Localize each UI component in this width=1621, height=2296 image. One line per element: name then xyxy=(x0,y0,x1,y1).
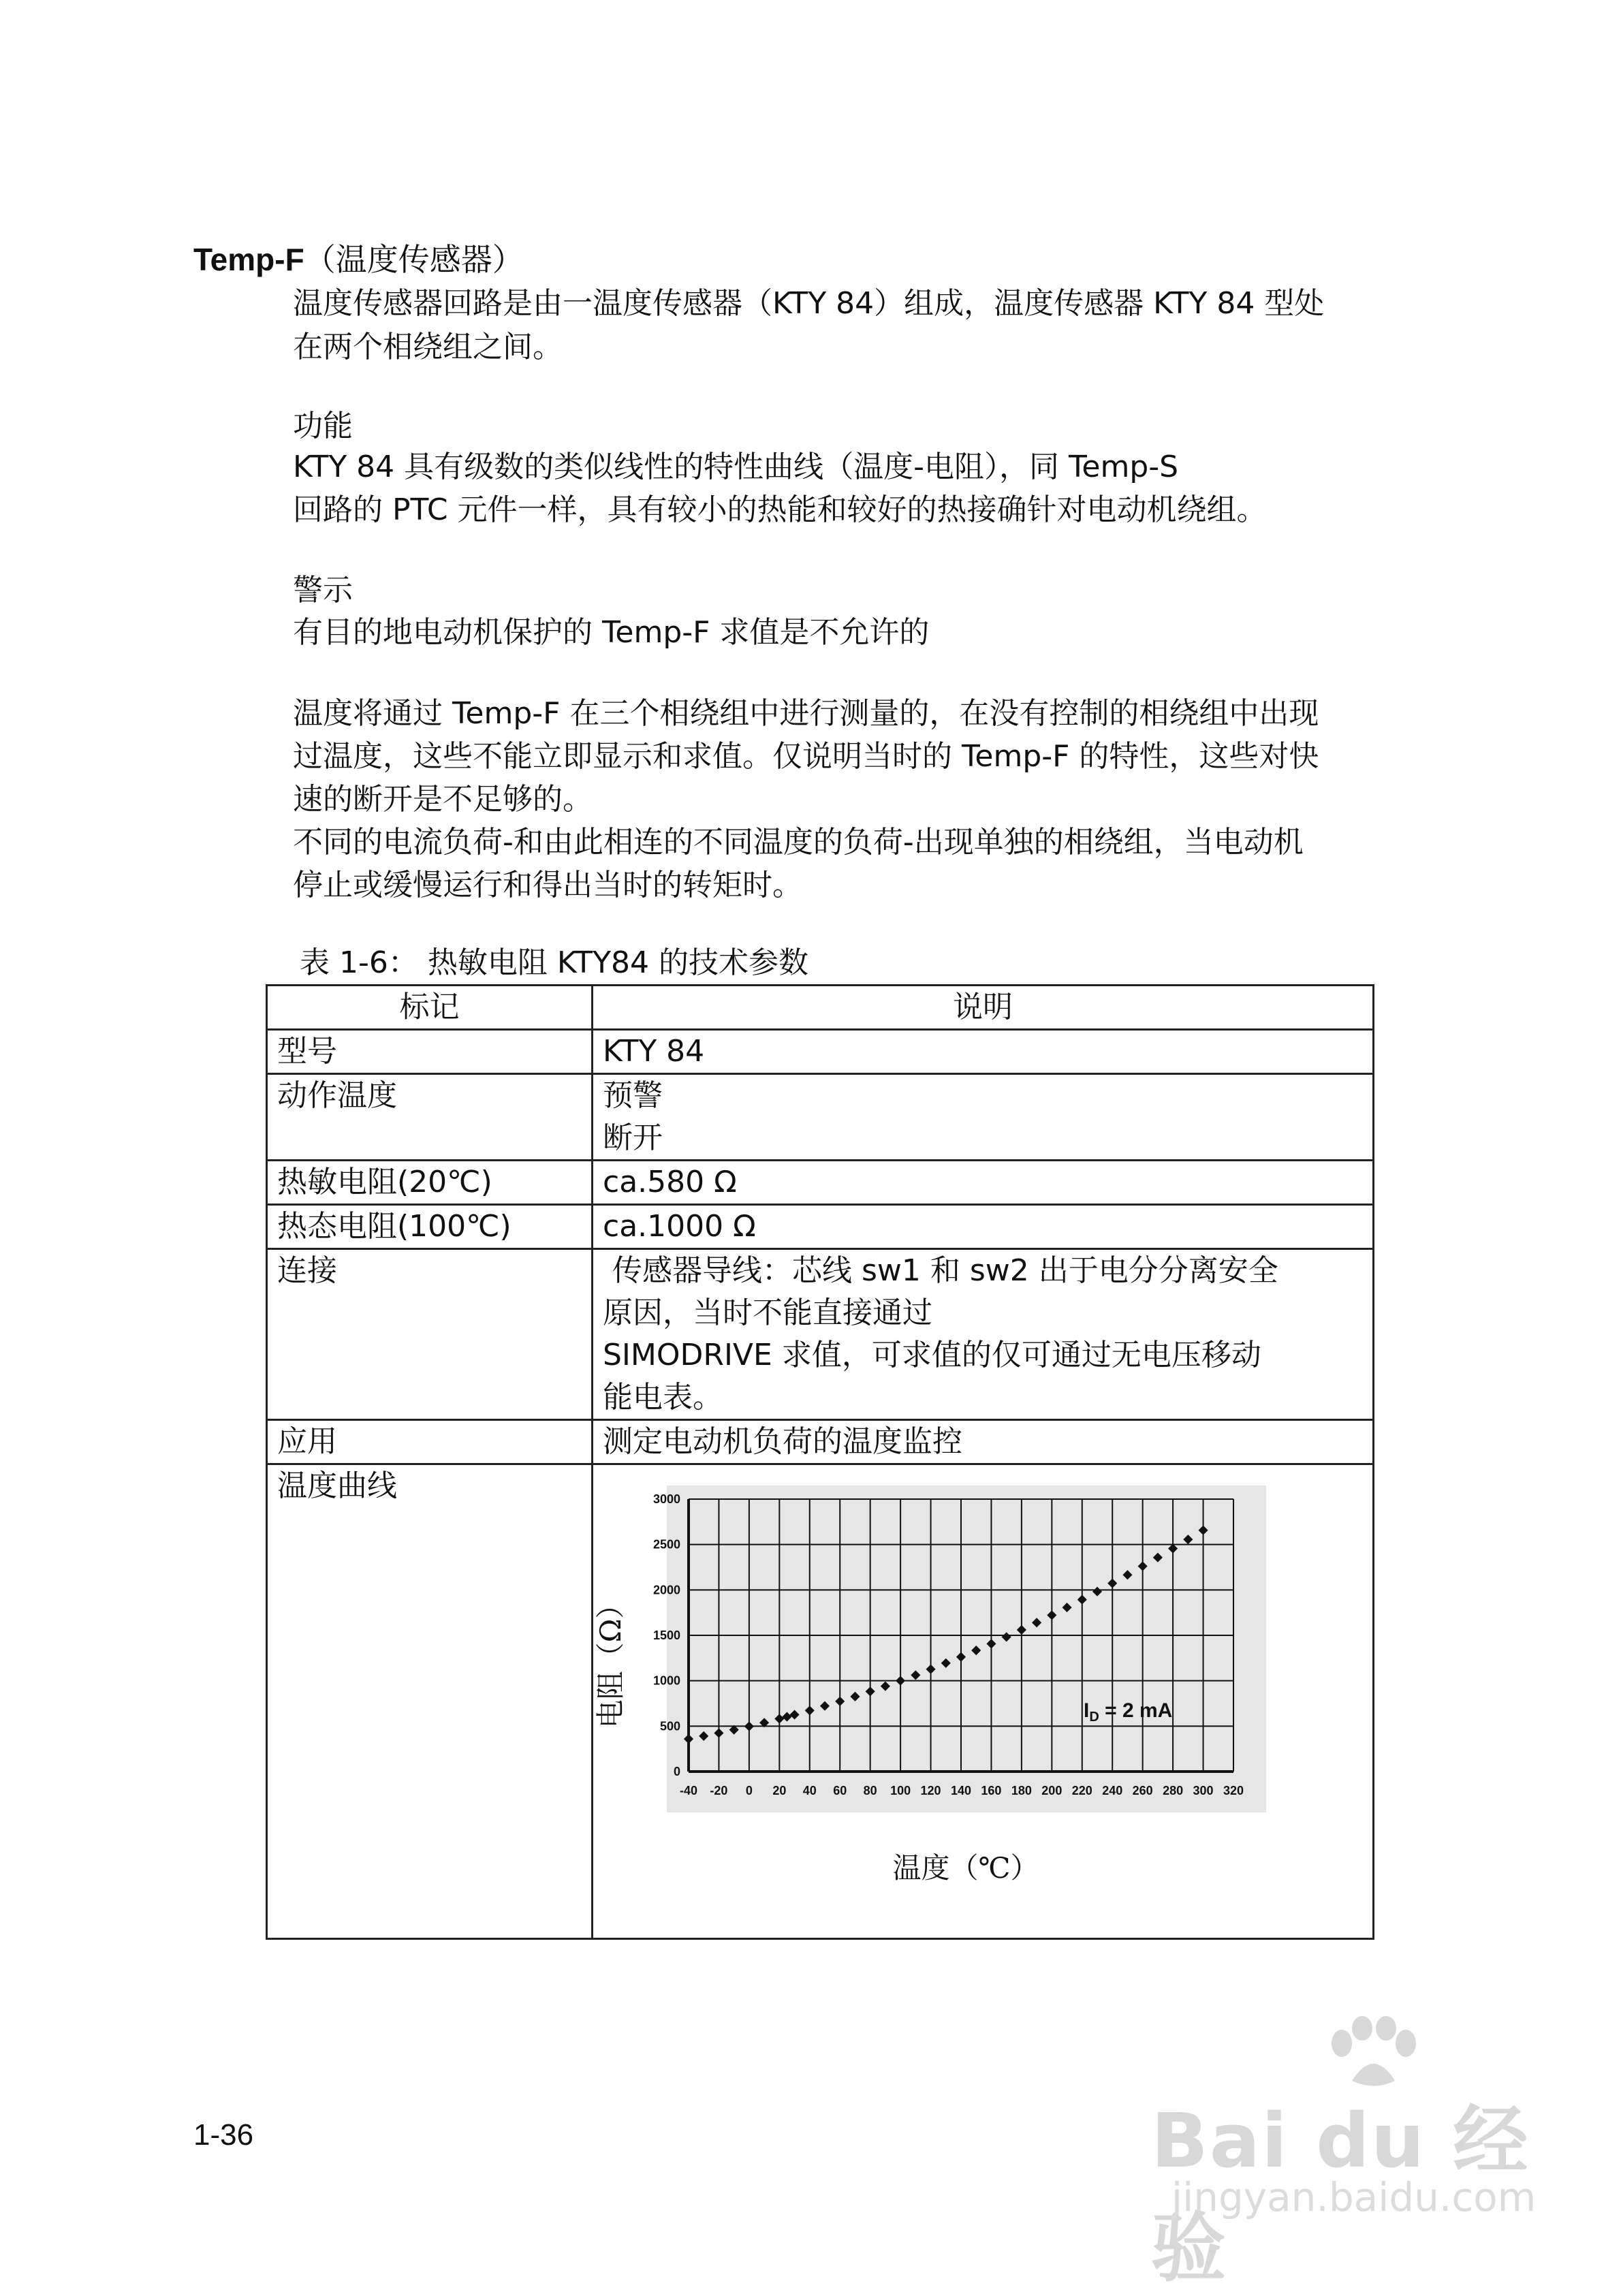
table-row xyxy=(267,1161,1374,1205)
section-heading xyxy=(193,238,524,281)
x-axis-label: 温度（℃） xyxy=(892,1851,1039,1885)
x-tick-label: 240 xyxy=(1102,1784,1123,1797)
table-row xyxy=(267,1420,1374,1464)
x-tick-label: 40 xyxy=(802,1784,817,1797)
watermark-url: jingyan.baidu.com xyxy=(1171,2174,1537,2220)
y-tick-label: 1000 xyxy=(652,1673,680,1688)
table-header-cell: 说明 xyxy=(593,986,1374,1030)
y-axis-label: 电阻（Ω） xyxy=(594,1590,627,1729)
x-tick-label: 120 xyxy=(920,1784,941,1797)
value-line: 传感器导线：芯线 sw1 和 sw2 出于电分分离安全 xyxy=(603,1253,1278,1288)
annotation-rest: = 2 mA xyxy=(1099,1699,1173,1722)
table-row xyxy=(267,1205,1374,1249)
body-line: 停止或缓慢运行和得出当时的转矩时。 xyxy=(293,868,802,902)
heading-rest: （温度传感器） xyxy=(304,241,524,278)
warning-title: 警示 xyxy=(293,573,353,608)
body-line: 温度将通过 Temp-F 在三个相绕组中进行测量的，在没有控制的相绕组中出现 xyxy=(293,696,1319,731)
function-line: KTY 84 具有级数的类似线性的特性曲线（温度-电阻），同 Temp-S xyxy=(293,450,1179,484)
x-tick-label: 280 xyxy=(1163,1784,1184,1797)
value-line: 原因，当时不能直接通过 xyxy=(603,1295,932,1330)
value-line: SIMODRIVE 求值，可求值的仅可通过无电压移动 xyxy=(603,1338,1261,1372)
page-number: 1-36 xyxy=(193,2118,254,2152)
x-tick-label: 300 xyxy=(1193,1784,1214,1797)
row-value xyxy=(593,1249,1374,1420)
row-value xyxy=(593,1074,1374,1161)
watermark-brand: Bai du 经验 xyxy=(1151,2097,1530,2292)
table-row xyxy=(267,1074,1374,1161)
x-tick-label: 140 xyxy=(950,1784,972,1797)
x-tick-label: 260 xyxy=(1132,1784,1153,1797)
x-tick-label: -20 xyxy=(710,1784,728,1797)
x-tick-label: 100 xyxy=(890,1784,911,1797)
function-title: 功能 xyxy=(293,409,353,443)
value-line: ca.580 Ω xyxy=(603,1165,737,1199)
table-header-row xyxy=(267,986,1374,1030)
value-line: KTY 84 xyxy=(603,1034,705,1069)
annotation-sub: D xyxy=(1089,1710,1099,1725)
y-tick-label: 2500 xyxy=(652,1537,680,1552)
x-tick-label: 200 xyxy=(1041,1784,1063,1797)
y-tick-label: 1500 xyxy=(652,1629,680,1642)
x-tick-label: 160 xyxy=(981,1784,1002,1797)
y-tick-label: 3000 xyxy=(652,1492,680,1506)
x-tick-label: 60 xyxy=(833,1784,847,1797)
y-tick-label: 2000 xyxy=(652,1583,680,1597)
y-tick-label: 0 xyxy=(673,1765,680,1778)
table-row xyxy=(267,1030,1374,1074)
value-line: 断开 xyxy=(603,1120,663,1155)
row-label: 连接 xyxy=(267,1249,593,1420)
resistance-chart xyxy=(594,1485,1295,1894)
body-line: 不同的电流负荷-和由此相连的不同温度的负荷-出现单独的相绕组，当电动机 xyxy=(293,825,1304,860)
row-label: 温度曲线 xyxy=(267,1464,593,1939)
watermark xyxy=(1151,2016,1537,2292)
x-tick-label: 0 xyxy=(745,1784,753,1797)
chart-background xyxy=(667,1485,1266,1812)
value-line: ca.1000 Ω xyxy=(603,1209,756,1244)
table-row xyxy=(267,1464,1374,1939)
heading-bold: Temp-F xyxy=(193,242,304,277)
row-label: 动作温度 xyxy=(267,1074,593,1161)
x-tick-label: 320 xyxy=(1223,1784,1244,1797)
row-label: 热敏电阻(20℃) xyxy=(267,1161,593,1205)
value-line: 测定电动机负荷的温度监控 xyxy=(603,1424,962,1459)
row-label: 型号 xyxy=(267,1030,593,1074)
row-label: 热态电阻(100℃) xyxy=(267,1205,593,1249)
annotation-main: I xyxy=(1084,1699,1090,1722)
row-value xyxy=(593,1030,1374,1074)
intro-line: 温度传感器回路是由一温度传感器（KTY 84）组成，温度传感器 KTY 84 型处 xyxy=(293,286,1325,321)
function-line: 回路的 PTC 元件一样，具有较小的热能和较好的热接确针对电动机绕组。 xyxy=(293,492,1267,527)
x-tick-label: 180 xyxy=(1011,1784,1032,1797)
body-line: 过温度，这些不能立即显示和求值。仅说明当时的 Temp-F 的特性，这些对快 xyxy=(293,739,1319,774)
table-header-cell: 标记 xyxy=(267,986,593,1030)
warning-line: 有目的地电动机保护的 Temp-F 求值是不允许的 xyxy=(293,615,930,650)
intro-line: 在两个相绕组之间。 xyxy=(293,330,563,364)
x-tick-label: 20 xyxy=(772,1784,787,1797)
x-tick-label: 220 xyxy=(1071,1784,1092,1797)
x-tick-label: 80 xyxy=(863,1784,877,1797)
row-label: 应用 xyxy=(267,1420,593,1464)
paw-icon xyxy=(1321,2016,1423,2091)
table-row xyxy=(267,1249,1374,1420)
value-line: 能电表。 xyxy=(603,1380,723,1415)
row-value xyxy=(593,1161,1374,1205)
spec-table xyxy=(266,984,1374,1940)
table-caption: 表 1-6： 热敏电阻 KTY84 的技术参数 xyxy=(300,945,808,980)
value-line: 预警 xyxy=(603,1078,663,1113)
body-line: 速的断开是不足够的。 xyxy=(293,782,593,817)
x-tick-label: -40 xyxy=(679,1784,698,1797)
row-value xyxy=(593,1205,1374,1249)
y-tick-label: 500 xyxy=(659,1719,680,1733)
row-value xyxy=(593,1420,1374,1464)
chart-cell xyxy=(593,1464,1374,1939)
